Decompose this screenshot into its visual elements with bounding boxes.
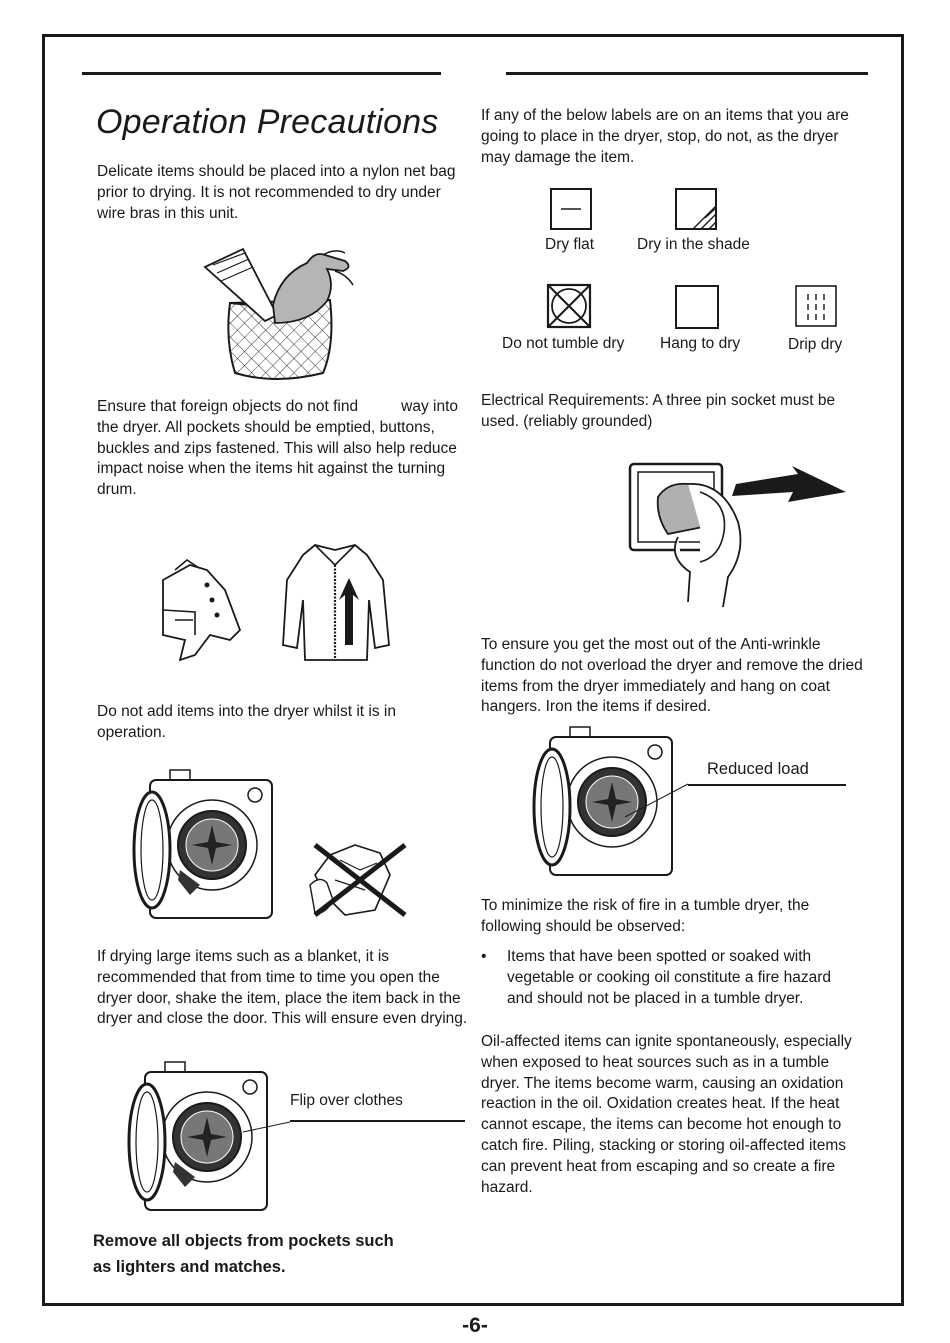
no-adding-clothes-icon xyxy=(305,835,415,920)
hang-to-dry-label: Hang to dry xyxy=(660,335,741,352)
left-header-rule xyxy=(82,72,441,75)
care-labels-text: If any of the below labels are on an items that you are going to place in the dryer, stop, do not, as the dryer may damage the item. xyxy=(481,107,849,166)
large-items-text: If drying large items such as a blanket, it is recommended that from time to time you open the dryer door, shake the item, place the item back in the dryer and close the door. This will ensure even drying. xyxy=(97,948,468,1028)
page-title: Operation Precautions xyxy=(96,103,439,141)
drip-dry-icon xyxy=(795,285,837,327)
dry-in-shade-label: Dry in the shade xyxy=(637,236,750,253)
foreign-objects-text: Ensure that foreign objects do not find way into the dryer. All pockets should be emptied, buttons, buckles and zips fastened. This will also help reduce impact noise when the items hit against the turning drum. xyxy=(97,398,463,499)
fire-risk-intro-text: To minimize the risk of fire in a tumble dryer, the following should be observed: xyxy=(481,897,810,935)
do-not-add-text: Do not add items into the dryer whilst it is in operation. xyxy=(97,703,396,741)
dryer-illustration-flip xyxy=(125,1062,275,1212)
flip-over-label: Flip over clothes xyxy=(290,1092,403,1109)
fire-hazard-bullet-text: Items that have been spotted or soaked with vegetable or cooking oil constitute a fire hazard and should not be placed in a tumble dryer. xyxy=(507,948,831,1007)
oil-affected-text: Oil-affected items can ignite spontaneously, especially when exposed to heat sources such as in a tumble dryer. The items become warm, causing an oxidation reaction in the oil. Oxidation creates heat. If the heat cannot escape, the items can become hot enough to catch fire. Piling, stacking or storing oil-affected items can prevent heat from escaping and so create a fire hazard. xyxy=(481,1033,852,1196)
dry-in-shade-icon xyxy=(675,188,717,230)
page-number: -6- xyxy=(462,1314,488,1337)
bullet-symbol: • xyxy=(481,948,487,965)
right-header-rule xyxy=(506,72,868,75)
wall-socket-plug-illustration xyxy=(628,462,848,610)
pockets-warning-line-2: as lighters and matches. xyxy=(93,1258,286,1276)
dryer-illustration-reduced xyxy=(530,727,680,877)
hang-to-dry-icon xyxy=(675,285,719,329)
pockets-warning-line-1: Remove all objects from pockets such xyxy=(93,1232,394,1250)
flip-label-line xyxy=(290,1120,465,1122)
reduced-label-line xyxy=(688,784,846,786)
electrical-requirements-text: Electrical Requirements: A three pin socket must be used. (reliably grounded) xyxy=(481,392,836,430)
nylon-bag-illustration xyxy=(195,245,365,380)
reduced-load-label: Reduced load xyxy=(707,760,809,778)
dryer-illustration-1 xyxy=(130,770,280,920)
drip-dry-label: Drip dry xyxy=(788,336,843,353)
do-not-tumble-dry-icon xyxy=(546,283,592,329)
nylon-bag-text: Delicate items should be placed into a nylon net bag prior to drying. It is not recommended to dry under wire bras in this unit. xyxy=(97,163,456,222)
shirts-illustration xyxy=(155,540,395,665)
do-not-tumble-dry-label: Do not tumble dry xyxy=(502,335,625,352)
anti-wrinkle-text: To ensure you get the most out of the Anti-wrinkle function do not overload the dryer and remove the dried items from the dryer immediately and hang on coat hangers. Iron the items if desired. xyxy=(481,636,863,716)
dry-flat-label: Dry flat xyxy=(545,236,595,253)
dry-flat-icon xyxy=(550,188,592,230)
